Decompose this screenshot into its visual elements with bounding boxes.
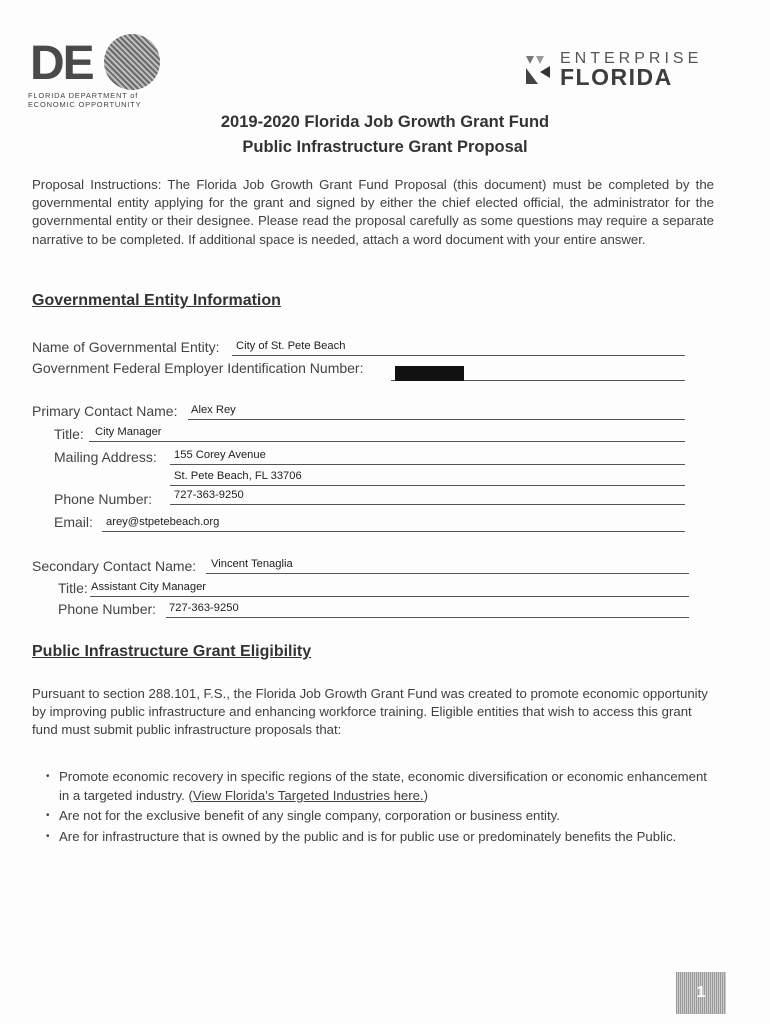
- phone-value: 727-363-9250: [174, 489, 244, 501]
- list-item: • Are for infrastructure that is owned by the public and is for public use or predominately benefits the Public.: [44, 828, 716, 847]
- primary-contact-label: Primary Contact Name:: [32, 403, 178, 419]
- mailing-address-line2-field[interactable]: [170, 469, 685, 486]
- targeted-industries-link[interactable]: View Florida's Targeted Industries here.: [192, 787, 424, 803]
- enterprise-florida-icon: [524, 54, 554, 86]
- primary-contact-field[interactable]: [188, 403, 685, 420]
- mailing-address-line2-value: St. Pete Beach, FL 33706: [174, 470, 302, 482]
- section-heading-entity: Governmental Entity Information: [32, 292, 281, 309]
- eligibility-paragraph: Pursuant to section 288.101, F.S., the Florida Job Growth Grant Fund was created to promote economic opportunity by improving public infrastructure and enhancing workforce training. Eligible entities that wish to access this grant fund must submit public infrastructure proposals that:: [32, 686, 708, 738]
- secondary-phone-field[interactable]: [166, 601, 689, 618]
- document-title: 2019-2020 Florida Job Growth Grant Fund: [220, 113, 550, 131]
- secondary-contact-field[interactable]: [206, 557, 689, 574]
- secondary-title-field[interactable]: [90, 580, 689, 597]
- deo-logo: DE: [30, 37, 93, 90]
- deo-subtitle: [28, 91, 188, 109]
- deo-subtitle-line2: ECONOMIC OPPORTUNITY: [28, 100, 142, 109]
- page-number-badge: [676, 972, 726, 1014]
- list-item: [44, 768, 716, 805]
- redaction-box: [395, 366, 464, 381]
- secondary-contact-value: Vincent Tenaglia: [211, 558, 293, 570]
- bullet1-end: ): [423, 787, 429, 803]
- document-subtitle: Public Infrastructure Grant Proposal: [242, 138, 528, 156]
- secondary-title-label: Title:: [58, 580, 88, 596]
- phone-label: Phone Number:: [54, 491, 153, 507]
- entity-name-value: City of St. Pete Beach: [236, 340, 346, 352]
- section-heading-eligibility: Public Infrastructure Grant Eligibility: [32, 643, 312, 660]
- proposal-instructions: Proposal Instructions: The Florida Job Growth Grant Fund Proposal (this document) must be completed by the governmental entity applying for the grant and signed by either the chief elected official, the administrator for the governmental entity or their designee. Please read the proposal carefully as some questions may require a separate narrative to be completed. If additional space is needed, attach a word document with your entire answer.: [32, 177, 714, 247]
- secondary-phone-label: Phone Number:: [58, 601, 157, 617]
- secondary-title-value: Assistant City Manager: [91, 581, 207, 593]
- bullet1-text: Promote economic recovery in specific regions of the state, economic diversification or economic enhancement in a targeted industry. (: [59, 769, 707, 803]
- email-value: arey@stpetebeach.org: [106, 516, 220, 528]
- email-field[interactable]: [102, 515, 685, 532]
- primary-contact-value: Alex Rey: [191, 404, 236, 416]
- page-number: 1: [696, 984, 706, 1001]
- email-label: Email:: [54, 514, 93, 530]
- title-label: Title:: [54, 426, 84, 442]
- mailing-address-line1-field[interactable]: [170, 448, 685, 465]
- title-field[interactable]: [89, 425, 685, 442]
- deo-globe-icon: [104, 34, 160, 90]
- deo-subtitle-line1: FLORIDA DEPARTMENT of: [28, 91, 139, 100]
- enterprise-text: ENTERPRISE: [560, 50, 703, 67]
- fein-label: Government Federal Employer Identification Number:: [32, 360, 364, 376]
- mailing-address-label: Mailing Address:: [54, 449, 157, 465]
- entity-name-label: Name of Governmental Entity:: [32, 339, 220, 355]
- list-item: • Are not for the exclusive benefit of any single company, corporation or business entity.: [44, 807, 716, 826]
- entity-name-field[interactable]: [232, 339, 685, 356]
- title-value: City Manager: [95, 426, 162, 438]
- phone-field[interactable]: [170, 488, 685, 505]
- florida-text: FLORIDA: [560, 64, 673, 90]
- mailing-address-line1-value: 155 Corey Avenue: [174, 449, 266, 461]
- eligibility-list: [44, 768, 716, 848]
- secondary-phone-value: 727-363-9250: [169, 602, 239, 614]
- secondary-contact-label: Secondary Contact Name:: [32, 558, 197, 574]
